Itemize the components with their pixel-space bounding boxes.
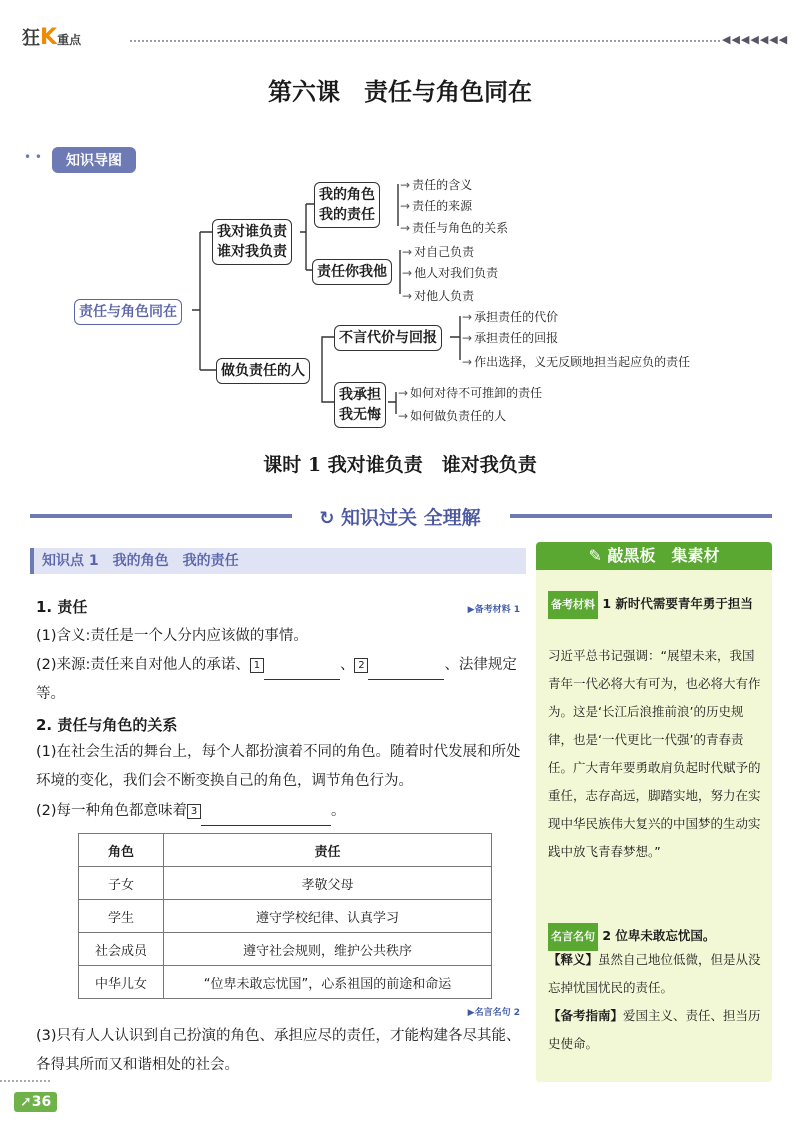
runner-icon: ➚ xyxy=(20,1094,32,1110)
banner-text: 知识过关 全理解 xyxy=(341,507,481,529)
tag-quote: 名言名句 xyxy=(548,923,598,951)
map-leaf: → 作出选择，义无反顾地担当起应负的责任 xyxy=(462,353,690,370)
guide-label: 【备考指南】 xyxy=(548,1008,624,1023)
material-1-body: 习近平总书记强调：“展望未来，我国青年一代必将大有可为，也必将大有作为。这是‘长江后浪推前浪’的历史规律，也是‘一代更比一代强’的青春责任。广大青年要勇敢肩负起时代赋予的重任，志存高远，脚踏实地，努力在实现中华民族伟大复兴的中国梦的生动实践中放飞青春梦想。” xyxy=(548,648,761,859)
map-leaf: → 责任的含义 xyxy=(400,176,472,193)
blank-number-2: 2 xyxy=(354,658,368,673)
map-root: 责任与角色同在 xyxy=(74,299,182,325)
section-label-map: 知识导图 xyxy=(52,147,136,173)
blank-number-1: 1 xyxy=(250,658,264,673)
blank-number-3: 3 xyxy=(187,804,201,819)
table-cell: 遵守社会规则，维护公共秩序 xyxy=(164,933,492,966)
ref-tag-2: ▶名言名句 2 xyxy=(467,1008,520,1018)
map-leaf: → 承担责任的回报 xyxy=(462,329,558,346)
para-text: 、法律规定等。 xyxy=(36,657,517,702)
para-relation-1: (1)在社会生活的舞台上，每个人都扮演着不同的角色。随着时代发展和所处环境的变化，我们会不断变换自己的角色，调节角色行为。 xyxy=(36,744,521,789)
guide-text: 爱国主义、责任、担当历史使命。 xyxy=(548,1008,761,1051)
footer-divider xyxy=(0,1080,50,1082)
para-label: (2)来源 xyxy=(36,657,86,673)
para-text: :责任来自对他人的承诺、 xyxy=(85,657,250,673)
table-cell: 遵守学校纪律、认真学习 xyxy=(164,900,492,933)
blank-line-3[interactable] xyxy=(201,809,331,826)
table-header-row xyxy=(79,834,492,867)
heading-relation: 2. 责任与角色的关系 xyxy=(36,716,178,734)
table-cell: 子女 xyxy=(79,867,164,900)
table-cell: 社会成员 xyxy=(79,933,164,966)
material-1-heading: 1 新时代需要青年勇于担当 xyxy=(602,596,753,611)
table-row xyxy=(79,900,492,933)
table-cell: 孝敬父母 xyxy=(164,867,492,900)
para-text: (2)每一种角色都意味着 xyxy=(36,803,188,819)
para-text: :责任是一个人分内应该做的事情。 xyxy=(85,628,308,644)
map-leaf: → 对他人负责 xyxy=(402,287,474,304)
map-leaf: → 责任的来源 xyxy=(400,197,472,214)
table-row xyxy=(79,867,492,900)
roles-table xyxy=(78,833,492,999)
para-text: 。 xyxy=(331,803,346,819)
material-2-heading: 2 位卑未敢忘忧国。 xyxy=(602,928,716,943)
material-1-title xyxy=(548,590,764,619)
knowledge-point-header xyxy=(30,548,526,574)
page-number xyxy=(14,1092,57,1112)
para-definition xyxy=(36,622,522,651)
table-row xyxy=(79,966,492,999)
map-leaf: → 他人对我们负责 xyxy=(402,264,498,281)
map-branch-1: 我对谁负责 谁对我负责 xyxy=(212,219,292,265)
panel-title-text: 敲黑板 集素材 xyxy=(607,546,720,565)
page-number-text: 36 xyxy=(31,1094,52,1110)
tag-material: 备考材料 xyxy=(548,591,598,619)
separator: 、 xyxy=(339,657,355,673)
lesson-title: 课时 1 我对谁负责 谁对我负责 xyxy=(263,454,537,476)
meaning-text: 虽然自己地位低微，但是从没忘掉忧国忧民的责任。 xyxy=(548,952,761,995)
refresh-icon: ↻ xyxy=(319,508,335,529)
table-cell: 中华儿女 xyxy=(79,966,164,999)
map-branch-2: 做负责任的人 xyxy=(216,358,310,384)
material-2-meaning xyxy=(548,946,764,1002)
heading-responsibility: 1. 责任 xyxy=(36,598,88,616)
page-title: 第六课 责任与角色同在 xyxy=(268,77,532,106)
table-header: 责任 xyxy=(164,834,492,867)
table-header: 角色 xyxy=(79,834,164,867)
meaning-label: 【释义】 xyxy=(548,952,599,967)
label-dots: • • xyxy=(24,150,42,164)
map-node-cost: 不言代价与回报 xyxy=(334,325,442,351)
blank-line-1[interactable] xyxy=(264,663,340,680)
para-source xyxy=(36,651,522,709)
header-arrows: ◀◀◀◀◀◀◀ xyxy=(722,33,789,46)
map-node-roles: 我的角色 我的责任 xyxy=(314,182,380,228)
map-leaf: → 如何对待不可推卸的责任 xyxy=(398,384,542,401)
para-label: (1)含义 xyxy=(36,628,86,644)
para-relation-3: (3)只有人人认识到自己扮演的角色、承担应尽的责任，才能构建各尽其能、各得其所而又和谐相处的社会。 xyxy=(36,1028,521,1073)
table-cell: “位卑未敢忘忧国”，心系祖国的前途和命运 xyxy=(164,966,492,999)
map-node-commit: 我承担 我无悔 xyxy=(334,382,386,428)
map-leaf: → 承担责任的代价 xyxy=(462,308,558,325)
section-banner xyxy=(0,503,800,530)
knowledge-point-title: 知识点 1 我的角色 我的责任 xyxy=(42,553,239,569)
para-relation-2 xyxy=(36,797,522,826)
brand-char-b: 重点 xyxy=(57,33,82,47)
map-leaf: → 如何做负责任的人 xyxy=(398,407,506,424)
brand-char-a: 狂 xyxy=(22,28,40,49)
brand-char-k: K xyxy=(40,25,58,50)
person-icon: ✎ xyxy=(588,546,602,565)
ref-tag-1: ▶备考材料 1 xyxy=(467,605,520,615)
map-node-responsibility: 责任你我他 xyxy=(312,259,392,285)
map-leaf: → 责任与角色的关系 xyxy=(400,219,508,236)
table-row xyxy=(79,933,492,966)
panel-title xyxy=(536,542,772,570)
material-2-guide xyxy=(548,1002,764,1058)
blank-line-2[interactable] xyxy=(368,663,444,680)
table-cell: 学生 xyxy=(79,900,164,933)
map-leaf: → 对自己负责 xyxy=(402,243,474,260)
